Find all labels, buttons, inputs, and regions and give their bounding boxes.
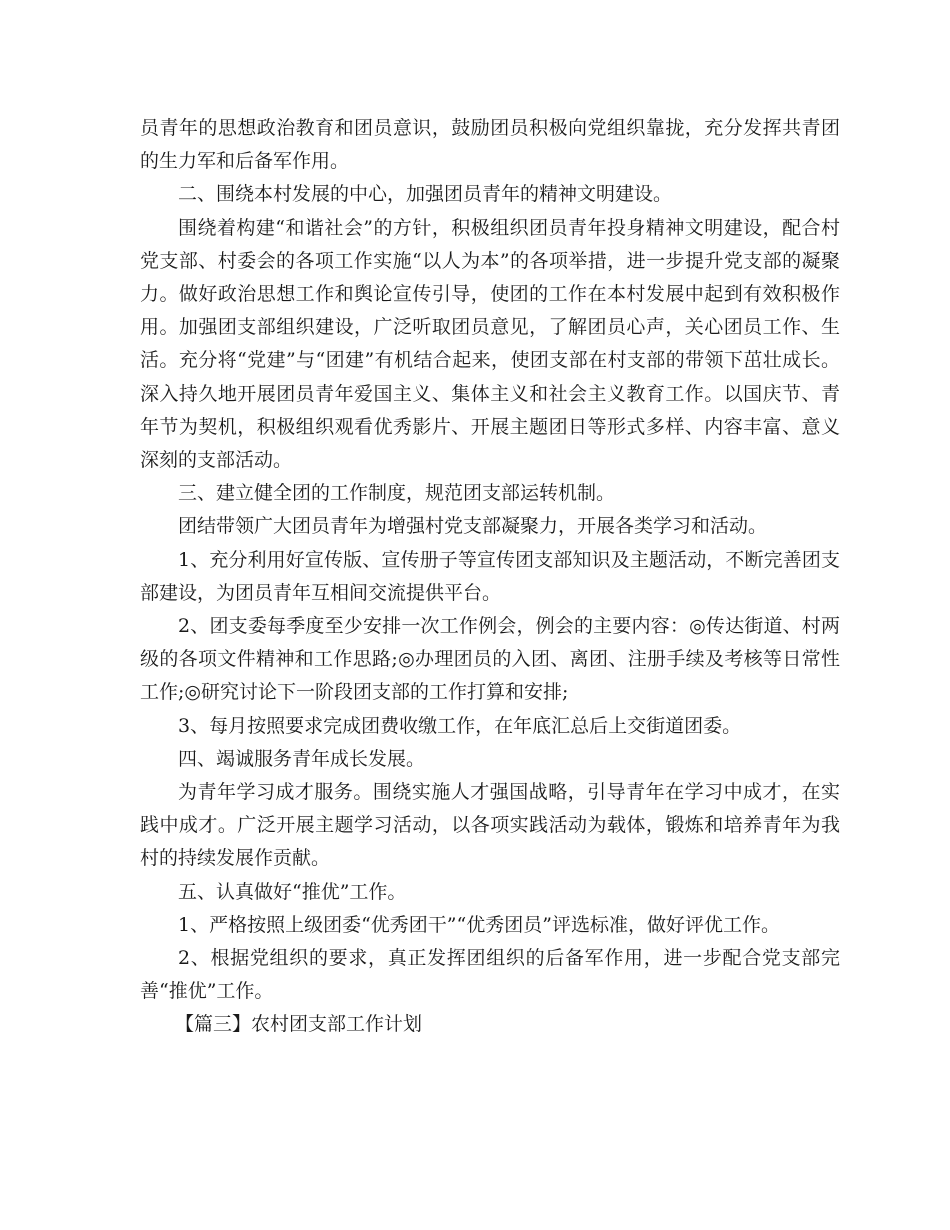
heading-section-4: 四、竭诚服务青年成长发展。 <box>178 747 426 770</box>
heading-section-5: 五、认真做好“推优”工作。 <box>178 880 407 903</box>
paragraph-10: 为青年学习成才服务。围绕实施人才强国战略，引导青年在学习中成才，在实践中成才。广泛开展主题学习活动，以各项实践活动为载体，锻炼和培养青年为我村的持续发展作贡献。 <box>140 781 840 870</box>
list-item-5-1: 1、严格按照上级团委“优秀团干”“优秀团员”评选标准，做好评优工作。 <box>178 913 780 936</box>
paragraph-3: 围绕着构建“和谐社会”的方针，积极组织团员青年投身精神文明建设，配合村党支部、村委会的各项工作实施“以人为本”的各项举措，进一步提升党支部的凝聚力。做好政治思想工作和舆论宣传引导，使团的工作在本村发展中起到有效积极作用。加强团支部组织建设，广泛听取团员意见，了解团员心声，关心团员工作、生活。充分将“党建”与“团建”有机结合起来，使团支部在村支部的带领下茁壮成长。深入持久地开展团员青年爱国主义、集体主义和社会主义教育工作。以国庆节、青年节为契机，积极组织观看优秀影片、开展主题团日等形式多样、内容丰富、意义深刻的支部活动。 <box>140 216 840 472</box>
list-item-3: 3、每月按照要求完成团费收缴工作，在年底汇总后上交街道团委。 <box>178 714 742 737</box>
heading-section-2: 二、围绕本村发展的中心，加强团员青年的精神文明建设。 <box>178 183 673 206</box>
section-title: 【篇三】农村团支部工作计划 <box>175 1013 423 1036</box>
list-item-5-2: 2、根据党组织的要求，真正发挥团组织的后备军作用，进一步配合党支部完善“推优”工作。 <box>140 947 840 1003</box>
list-item-1: 1、充分利用好宣传版、宣传册子等宣传团支部知识及主题活动，不断完善团支部建设，为团员青年互相间交流提供平台。 <box>140 548 840 604</box>
paragraph-5: 团结带领广大团员青年为增强村党支部凝聚力，开展各类学习和活动。 <box>178 515 768 538</box>
paragraph-1: 员青年的思想政治教育和团员意识，鼓励团员积极向党组织靠拢，充分发挥共青团的生力军和后备军作用。 <box>140 117 840 173</box>
list-item-2: 2、团支委每季度至少安排一次工作例会，例会的主要内容：◎传达街道、村两级的各项文件精神和工作思路;◎办理团员的入团、离团、注册手续及考核等日常性工作;◎研究讨论下一阶段团支部的工作打算和安排; <box>140 615 840 704</box>
heading-section-3: 三、建立健全团的工作制度，规范团支部运转机制。 <box>178 482 616 505</box>
document-body <box>140 112 840 1042</box>
